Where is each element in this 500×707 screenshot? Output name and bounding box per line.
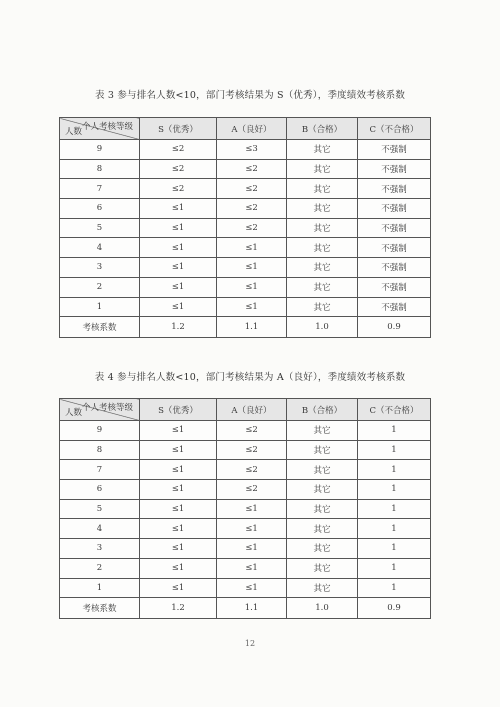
cell-b: 其它 bbox=[287, 218, 358, 238]
table-row bbox=[60, 179, 431, 199]
cell-c: 不强制 bbox=[358, 277, 431, 297]
table4-header-row bbox=[60, 399, 431, 421]
table4-corner-header bbox=[60, 399, 140, 421]
table-row bbox=[60, 218, 431, 238]
cell-count: 9 bbox=[60, 140, 140, 160]
cell-b: 其它 bbox=[287, 140, 358, 160]
cell-a: ≤1 bbox=[217, 277, 287, 297]
cell-s: ≤2 bbox=[140, 159, 217, 179]
table4-footer-row bbox=[60, 598, 431, 619]
cell-count: 7 bbox=[60, 460, 140, 480]
corner-top-label: 个人考核等级 bbox=[81, 403, 133, 413]
table3 bbox=[59, 117, 431, 338]
cell-s: ≤2 bbox=[140, 179, 217, 199]
page-number: 12 bbox=[244, 639, 256, 648]
column-header-a: A（良好） bbox=[217, 118, 287, 140]
table-row bbox=[60, 421, 431, 441]
column-header-b: B（合格） bbox=[287, 118, 358, 140]
cell-b: 其它 bbox=[287, 238, 358, 258]
table-row bbox=[60, 277, 431, 297]
coefficient-label: 考核系数 bbox=[60, 317, 140, 338]
cell-a: ≤1 bbox=[217, 519, 287, 539]
cell-c: 1 bbox=[358, 578, 431, 598]
cell-b: 其它 bbox=[287, 179, 358, 199]
coefficient-a: 1.1 bbox=[217, 317, 287, 338]
cell-b: 其它 bbox=[287, 578, 358, 598]
table-row bbox=[60, 258, 431, 278]
cell-count: 6 bbox=[60, 199, 140, 219]
cell-a: ≤1 bbox=[217, 297, 287, 317]
table4 bbox=[59, 398, 431, 619]
table3-caption: 表 3 参与排名人数<10，部门考核结果为 S（优秀），季度绩效考核系数 bbox=[94, 90, 406, 101]
cell-count: 7 bbox=[60, 179, 140, 199]
cell-c: 不强制 bbox=[358, 258, 431, 278]
cell-b: 其它 bbox=[287, 480, 358, 500]
table-row bbox=[60, 140, 431, 160]
cell-c: 不强制 bbox=[358, 238, 431, 258]
cell-count: 1 bbox=[60, 297, 140, 317]
cell-s: ≤1 bbox=[140, 218, 217, 238]
cell-a: ≤2 bbox=[217, 179, 287, 199]
cell-s: ≤1 bbox=[140, 539, 217, 559]
cell-count: 9 bbox=[60, 421, 140, 441]
column-header-s: S（优秀） bbox=[140, 118, 217, 140]
cell-count: 4 bbox=[60, 519, 140, 539]
cell-count: 5 bbox=[60, 499, 140, 519]
cell-c: 不强制 bbox=[358, 199, 431, 219]
cell-s: ≤1 bbox=[140, 440, 217, 460]
table-row bbox=[60, 159, 431, 179]
cell-b: 其它 bbox=[287, 159, 358, 179]
cell-s: ≤1 bbox=[140, 480, 217, 500]
table4-caption: 表 4 参与排名人数<10，部门考核结果为 A（良好），季度绩效考核系数 bbox=[94, 372, 406, 383]
cell-a: ≤1 bbox=[217, 238, 287, 258]
coefficient-s: 1.2 bbox=[140, 598, 217, 619]
cell-s: ≤1 bbox=[140, 421, 217, 441]
cell-b: 其它 bbox=[287, 277, 358, 297]
coefficient-c: 0.9 bbox=[358, 317, 431, 338]
cell-s: ≤1 bbox=[140, 558, 217, 578]
column-header-c: C（不合格） bbox=[358, 399, 431, 421]
table-row bbox=[60, 440, 431, 460]
corner-bottom-label: 人数 bbox=[65, 408, 83, 418]
cell-c: 1 bbox=[358, 539, 431, 559]
cell-s: ≤1 bbox=[140, 460, 217, 480]
cell-a: ≤2 bbox=[217, 159, 287, 179]
table3-footer-row bbox=[60, 317, 431, 338]
cell-s: ≤1 bbox=[140, 297, 217, 317]
column-header-b: B（合格） bbox=[287, 399, 358, 421]
coefficient-b: 1.0 bbox=[287, 317, 358, 338]
cell-s: ≤1 bbox=[140, 238, 217, 258]
cell-c: 不强制 bbox=[358, 140, 431, 160]
cell-a: ≤2 bbox=[217, 460, 287, 480]
table-row bbox=[60, 519, 431, 539]
cell-s: ≤1 bbox=[140, 277, 217, 297]
cell-a: ≤3 bbox=[217, 140, 287, 160]
table-row bbox=[60, 297, 431, 317]
cell-c: 1 bbox=[358, 440, 431, 460]
cell-count: 6 bbox=[60, 480, 140, 500]
cell-a: ≤1 bbox=[217, 258, 287, 278]
cell-count: 3 bbox=[60, 258, 140, 278]
cell-c: 1 bbox=[358, 558, 431, 578]
cell-c: 不强制 bbox=[358, 218, 431, 238]
cell-s: ≤1 bbox=[140, 499, 217, 519]
cell-b: 其它 bbox=[287, 440, 358, 460]
coefficient-b: 1.0 bbox=[287, 598, 358, 619]
cell-a: ≤1 bbox=[217, 499, 287, 519]
table-row bbox=[60, 578, 431, 598]
cell-c: 不强制 bbox=[358, 297, 431, 317]
cell-s: ≤1 bbox=[140, 519, 217, 539]
table-row bbox=[60, 480, 431, 500]
cell-c: 1 bbox=[358, 480, 431, 500]
cell-c: 1 bbox=[358, 499, 431, 519]
cell-s: ≤2 bbox=[140, 140, 217, 160]
cell-a: ≤2 bbox=[217, 421, 287, 441]
cell-c: 1 bbox=[358, 460, 431, 480]
cell-a: ≤2 bbox=[217, 480, 287, 500]
cell-a: ≤1 bbox=[217, 578, 287, 598]
cell-a: ≤2 bbox=[217, 199, 287, 219]
cell-a: ≤1 bbox=[217, 539, 287, 559]
cell-a: ≤2 bbox=[217, 218, 287, 238]
table-row bbox=[60, 199, 431, 219]
cell-count: 2 bbox=[60, 558, 140, 578]
cell-c: 1 bbox=[358, 519, 431, 539]
table-row bbox=[60, 499, 431, 519]
cell-b: 其它 bbox=[287, 297, 358, 317]
cell-s: ≤1 bbox=[140, 258, 217, 278]
cell-b: 其它 bbox=[287, 519, 358, 539]
cell-s: ≤1 bbox=[140, 199, 217, 219]
cell-count: 2 bbox=[60, 277, 140, 297]
column-header-s: S（优秀） bbox=[140, 399, 217, 421]
cell-count: 8 bbox=[60, 440, 140, 460]
coefficient-a: 1.1 bbox=[217, 598, 287, 619]
table3-corner-header bbox=[60, 118, 140, 140]
cell-b: 其它 bbox=[287, 199, 358, 219]
cell-c: 不强制 bbox=[358, 159, 431, 179]
cell-count: 4 bbox=[60, 238, 140, 258]
cell-c: 不强制 bbox=[358, 179, 431, 199]
cell-c: 1 bbox=[358, 421, 431, 441]
cell-a: ≤2 bbox=[217, 440, 287, 460]
cell-b: 其它 bbox=[287, 421, 358, 441]
table-row bbox=[60, 460, 431, 480]
cell-count: 3 bbox=[60, 539, 140, 559]
cell-count: 1 bbox=[60, 578, 140, 598]
cell-count: 5 bbox=[60, 218, 140, 238]
cell-b: 其它 bbox=[287, 499, 358, 519]
corner-top-label: 个人考核等级 bbox=[81, 122, 133, 132]
coefficient-s: 1.2 bbox=[140, 317, 217, 338]
table-row bbox=[60, 539, 431, 559]
cell-b: 其它 bbox=[287, 258, 358, 278]
coefficient-label: 考核系数 bbox=[60, 598, 140, 619]
table-row bbox=[60, 238, 431, 258]
cell-a: ≤1 bbox=[217, 558, 287, 578]
cell-count: 8 bbox=[60, 159, 140, 179]
cell-b: 其它 bbox=[287, 460, 358, 480]
coefficient-c: 0.9 bbox=[358, 598, 431, 619]
cell-b: 其它 bbox=[287, 539, 358, 559]
column-header-a: A（良好） bbox=[217, 399, 287, 421]
cell-s: ≤1 bbox=[140, 578, 217, 598]
corner-bottom-label: 人数 bbox=[65, 127, 83, 137]
cell-b: 其它 bbox=[287, 558, 358, 578]
table3-header-row bbox=[60, 118, 431, 140]
table-row bbox=[60, 558, 431, 578]
column-header-c: C（不合格） bbox=[358, 118, 431, 140]
